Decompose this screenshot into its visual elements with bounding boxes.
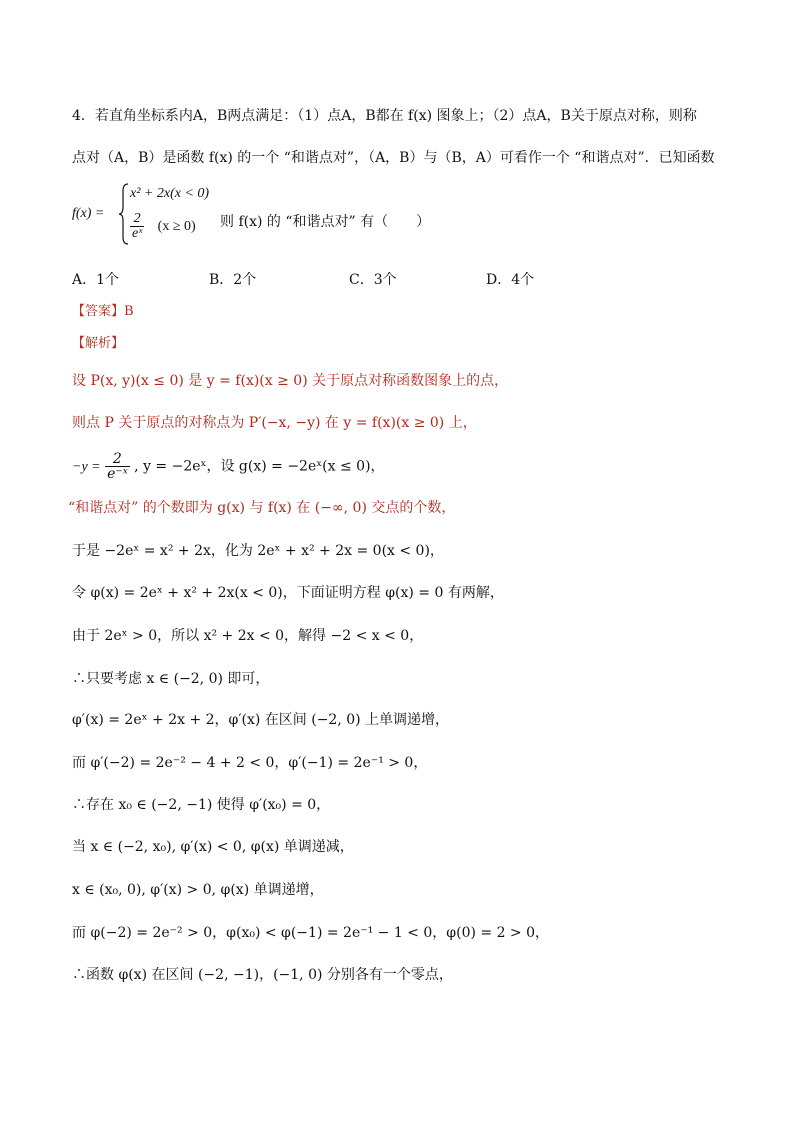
solution-line-3-lhs: −y = xyxy=(72,459,101,475)
piece-2-denominator: eˣ xyxy=(132,226,143,241)
solution-line-1: 设 P(x, y)(x ≤ 0) 是 y = f(x)(x ≥ 0) 关于原点对称函数图象上的点， xyxy=(72,373,509,389)
solution-line-10: 而 φ′(−2) = 2e⁻² − 4 + 2 < 0，φ′(−1) = 2e⁻¹ > 0， xyxy=(72,755,428,771)
solution-line-3-denominator: e⁻ˣ xyxy=(107,466,128,482)
piece-2-numerator: 2 xyxy=(130,212,144,227)
question-line-2: 点对（A，B）是函数 f(x) 的一个 “和谐点对”，（A，B）与（B，A）可看作一个 “和谐点对”．已知函数 xyxy=(72,150,715,166)
solution-line-3-fraction xyxy=(105,452,130,481)
solution-line-2: 则点 P 关于原点的对称点为 P′(−x, −y) 在 y = f(x)(x ≥ 0) 上， xyxy=(72,415,477,431)
answer-tag: 【答案】B xyxy=(72,304,134,319)
question-line-1: 4．若直角坐标系内A，B两点满足：（1）点A，B都在 f(x) 图象上；（2）点A，B关于原点对称，则称 xyxy=(72,108,697,124)
solution-line-9: φ′(x) = 2eˣ + 2x + 2，φ′(x) 在区间 (−2, 0) 上单调递增， xyxy=(72,712,450,728)
solution-line-3-rest: , y = −2eˣ，设 g(x) = −2eˣ(x ≤ 0)， xyxy=(134,458,385,475)
solution-line-4: “和谐点对” 的个数即为 g(x) 与 f(x) 在 (−∞, 0) 交点的个数， xyxy=(68,500,456,516)
solution-line-6: 令 φ(x) = 2eˣ + x² + 2x(x < 0)，下面证明方程 φ(x) = 0 有两解， xyxy=(72,585,504,601)
solution-line-12: 当 x ∈ (−2, x₀), φ′(x) < 0, φ(x) 单调递减， xyxy=(72,839,354,855)
analysis-tag: 【解析】 xyxy=(72,336,125,351)
options-row xyxy=(72,270,692,290)
option-c: C．3个 xyxy=(349,272,397,288)
piece-2-fraction xyxy=(130,212,144,241)
solution-line-13: x ∈ (x₀, 0), φ′(x) > 0, φ(x) 单调递增， xyxy=(72,882,324,898)
option-b: B．2个 xyxy=(209,272,257,288)
option-d: D．4个 xyxy=(486,272,535,288)
solution-line-7: 由于 2eˣ > 0，所以 x² + 2x < 0，解得 −2 < x < 0， xyxy=(72,628,424,644)
piece-2 xyxy=(130,212,196,241)
question-tail: 则 f(x) 的 “和谐点对” 有（ ） xyxy=(220,214,431,230)
option-a: A．1个 xyxy=(72,272,120,288)
solution-line-3-numerator: 2 xyxy=(105,452,130,467)
piece-1: x² + 2x(x < 0) xyxy=(130,186,210,201)
piecewise-brace xyxy=(119,183,129,245)
solution-line-8: ∴只要考虑 x ∈ (−2, 0) 即可， xyxy=(72,671,270,687)
piecewise-function-label: f(x) = xyxy=(72,206,105,221)
solution-line-5: 于是 −2eˣ = x² + 2x，化为 2eˣ + x² + 2x = 0(x < 0)， xyxy=(72,543,444,559)
solution-line-15: ∴函数 φ(x) 在区间 (−2, −1)，(−1, 0) 分别各有一个零点， xyxy=(72,967,453,983)
solution-line-3 xyxy=(72,452,385,481)
solution-line-11: ∴存在 x₀ ∈ (−2, −1) 使得 φ′(x₀) = 0， xyxy=(72,797,331,813)
solution-line-14: 而 φ(−2) = 2e⁻² > 0，φ(x₀) < φ(−1) = 2e⁻¹ − 1 < 0，φ(0) = 2 > 0， xyxy=(72,925,550,941)
piece-2-condition: (x ≥ 0) xyxy=(157,218,196,234)
